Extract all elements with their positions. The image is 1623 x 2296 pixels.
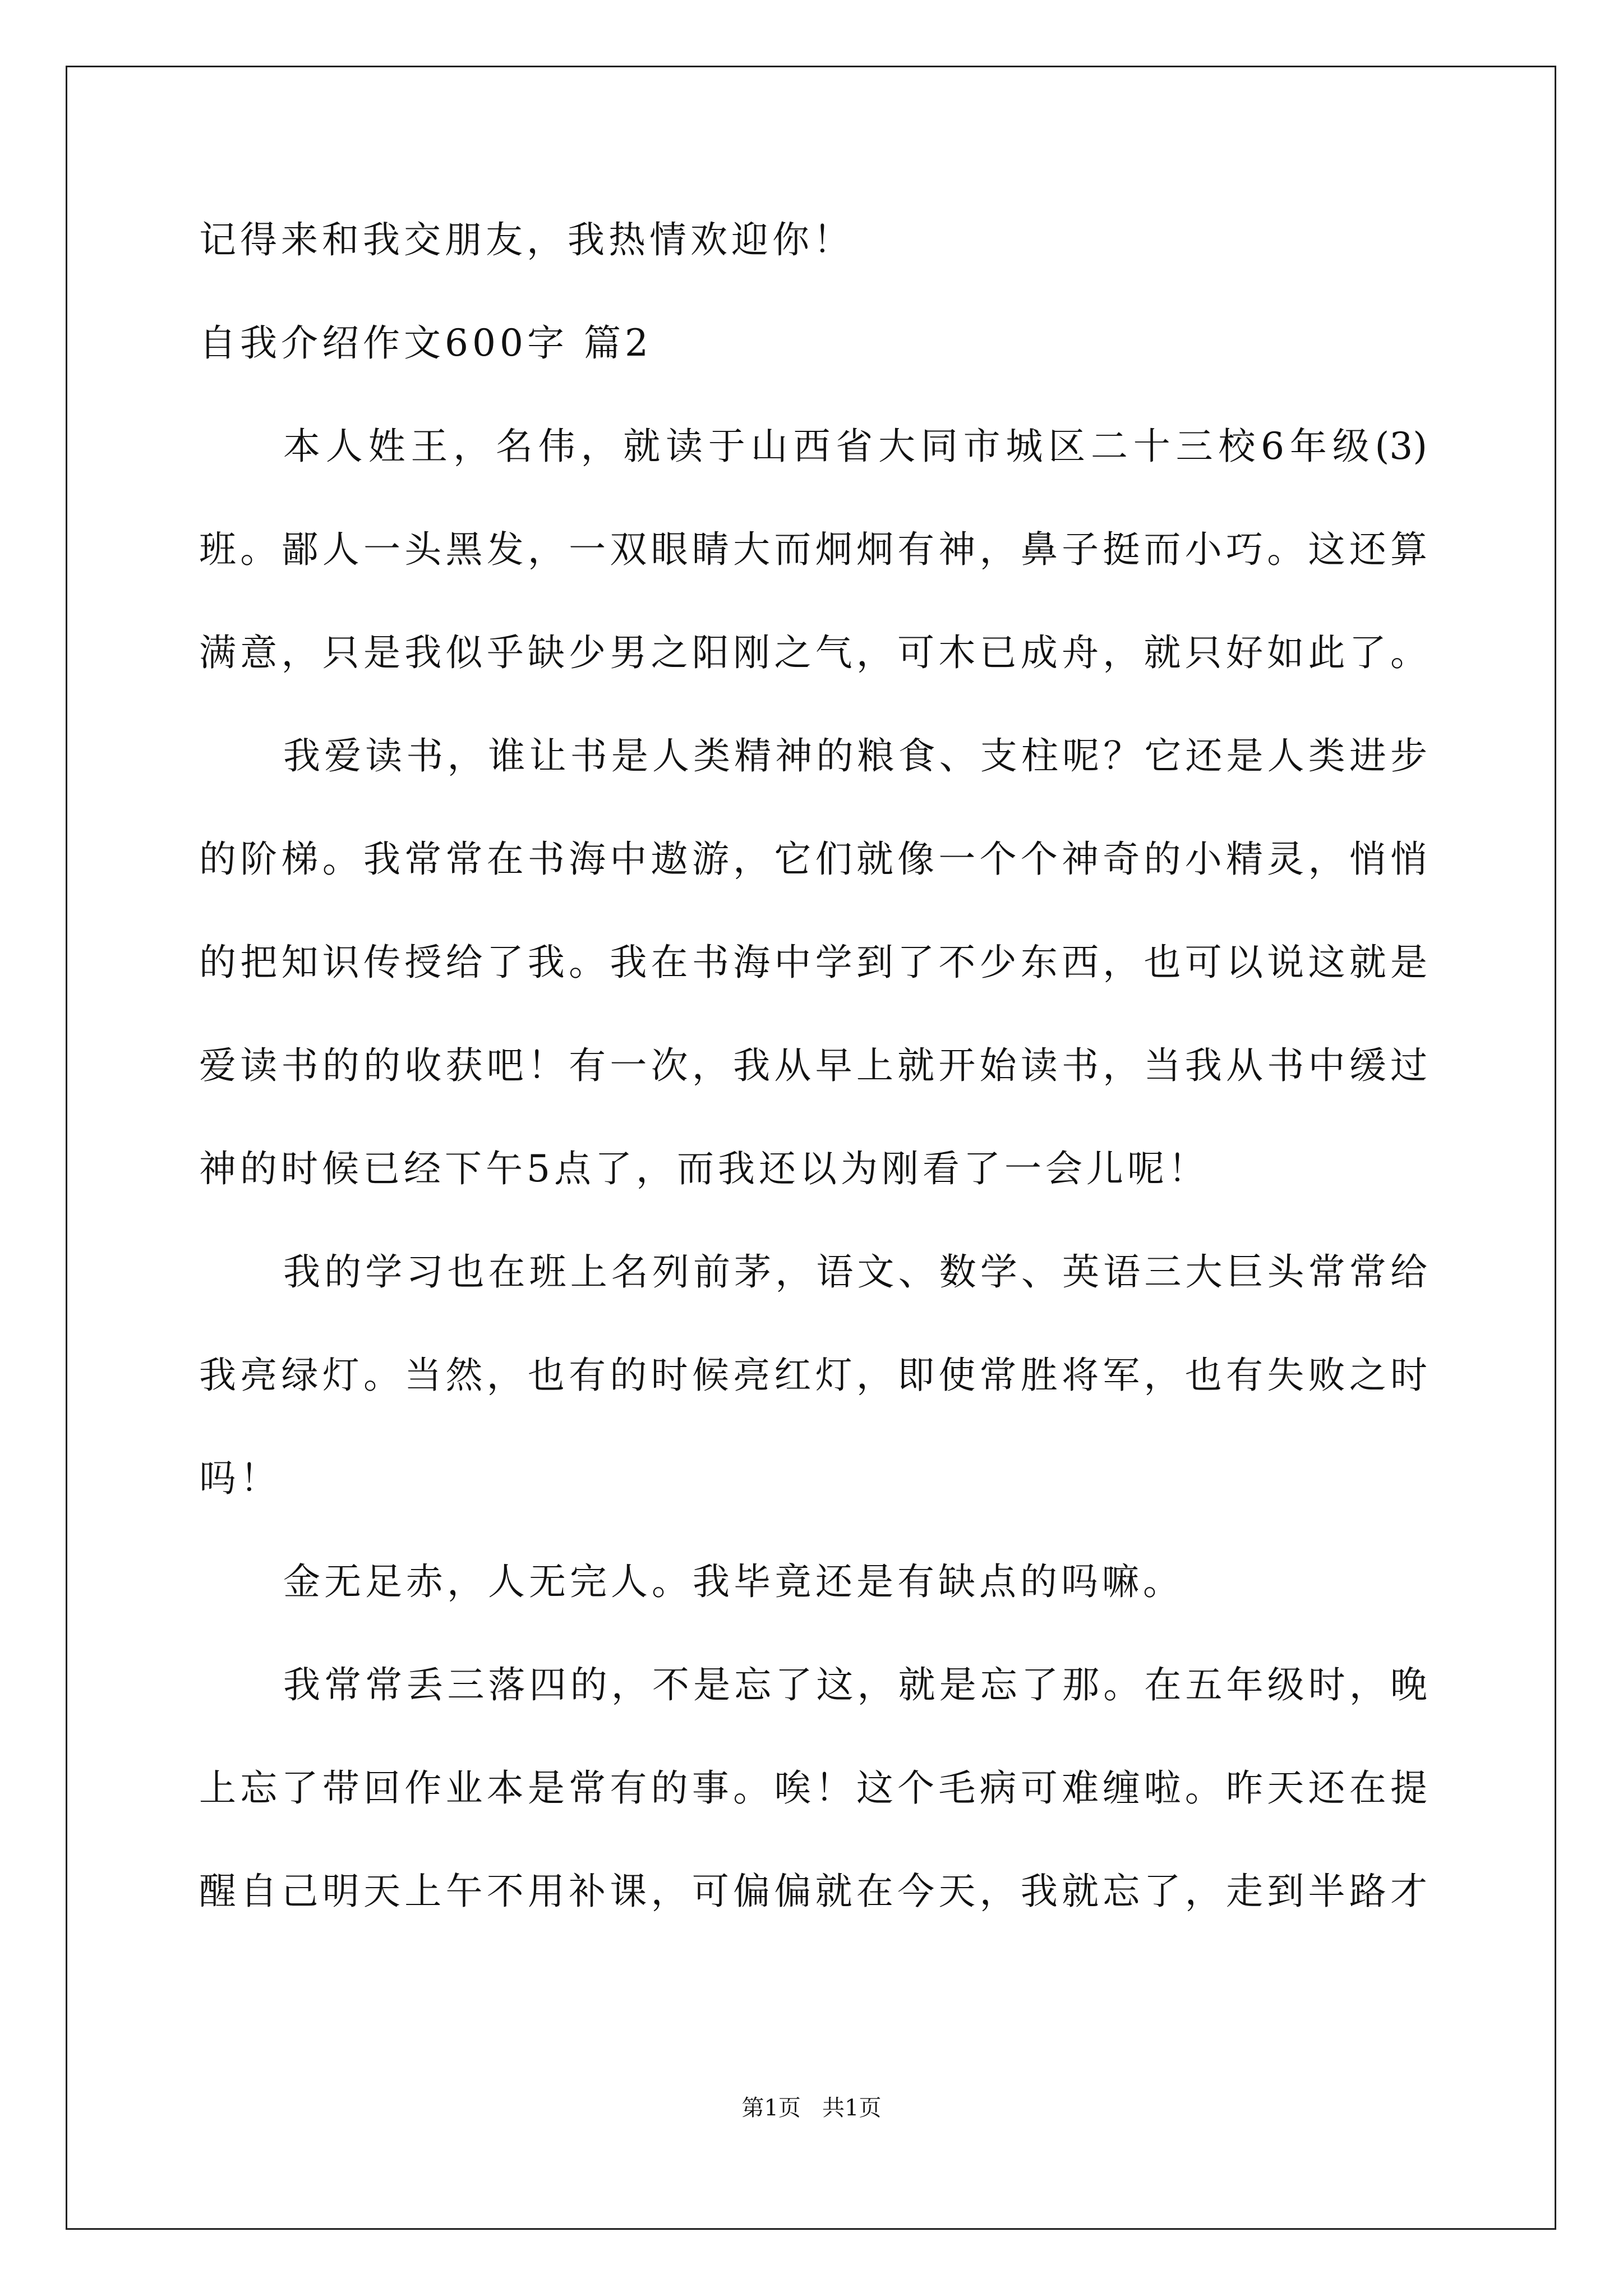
paragraph-line: 我爱读书，谁让书是人类精神的粮食、支柱呢？它还是人类进步: [283, 734, 1427, 777]
paragraph-line: 上忘了带回作业本是常有的事。唉！这个毛病可难缠啦。昨天还在提: [199, 1766, 1427, 1810]
paragraph-line: 吗！: [199, 1457, 281, 1500]
paragraph-line: 记得来和我交朋友，我热情欢迎你！: [199, 218, 854, 261]
paragraph-line: 的阶梯。我常常在书海中遨游，它们就像一个个神奇的小精灵，悄悄: [199, 838, 1427, 881]
paragraph-line: 我亮绿灯。当然，也有的时候亮红灯，即使常胜将军，也有失败之时: [199, 1354, 1427, 1397]
paragraph-line: 本人姓王，名伟，就读于山西省大同市城区二十三校6年级(3): [283, 425, 1427, 468]
paragraph-line: 班。鄙人一头黑发，一双眼睛大而炯炯有神，鼻子挺而小巧。这还算: [199, 528, 1427, 571]
paragraph-line: 神的时候已经下午5点了，而我还以为刚看了一会儿呢！: [199, 1147, 1209, 1190]
paragraph-line: 我的学习也在班上名列前茅，语文、数学、英语三大巨头常常给: [283, 1250, 1427, 1294]
section-heading: 自我介绍作文600字 篇2: [199, 321, 652, 365]
paragraph-line: 爱读书的的收获吧！有一次，我从早上就开始读书，当我从书中缓过: [199, 1044, 1427, 1087]
document-body: [199, 218, 1427, 1976]
paragraph-line: 金无足赤，人无完人。我毕竟还是有缺点的吗嘛。: [283, 1560, 1184, 1603]
page-footer: 第1页 共1页: [741, 2095, 882, 2121]
paragraph-line: 醒自己明天上午不用补课，可偏偏就在今天，我就忘了，走到半路才: [199, 1870, 1427, 1913]
paragraph-line: 满意，只是我似乎缺少男之阳刚之气，可木已成舟，就只好如此了。: [199, 631, 1427, 674]
paragraph-line: 的把知识传授给了我。我在书海中学到了不少东西，也可以说这就是: [199, 941, 1427, 984]
paragraph-line: 我常常丢三落四的，不是忘了这，就是忘了那。在五年级时，晚: [283, 1663, 1427, 1706]
